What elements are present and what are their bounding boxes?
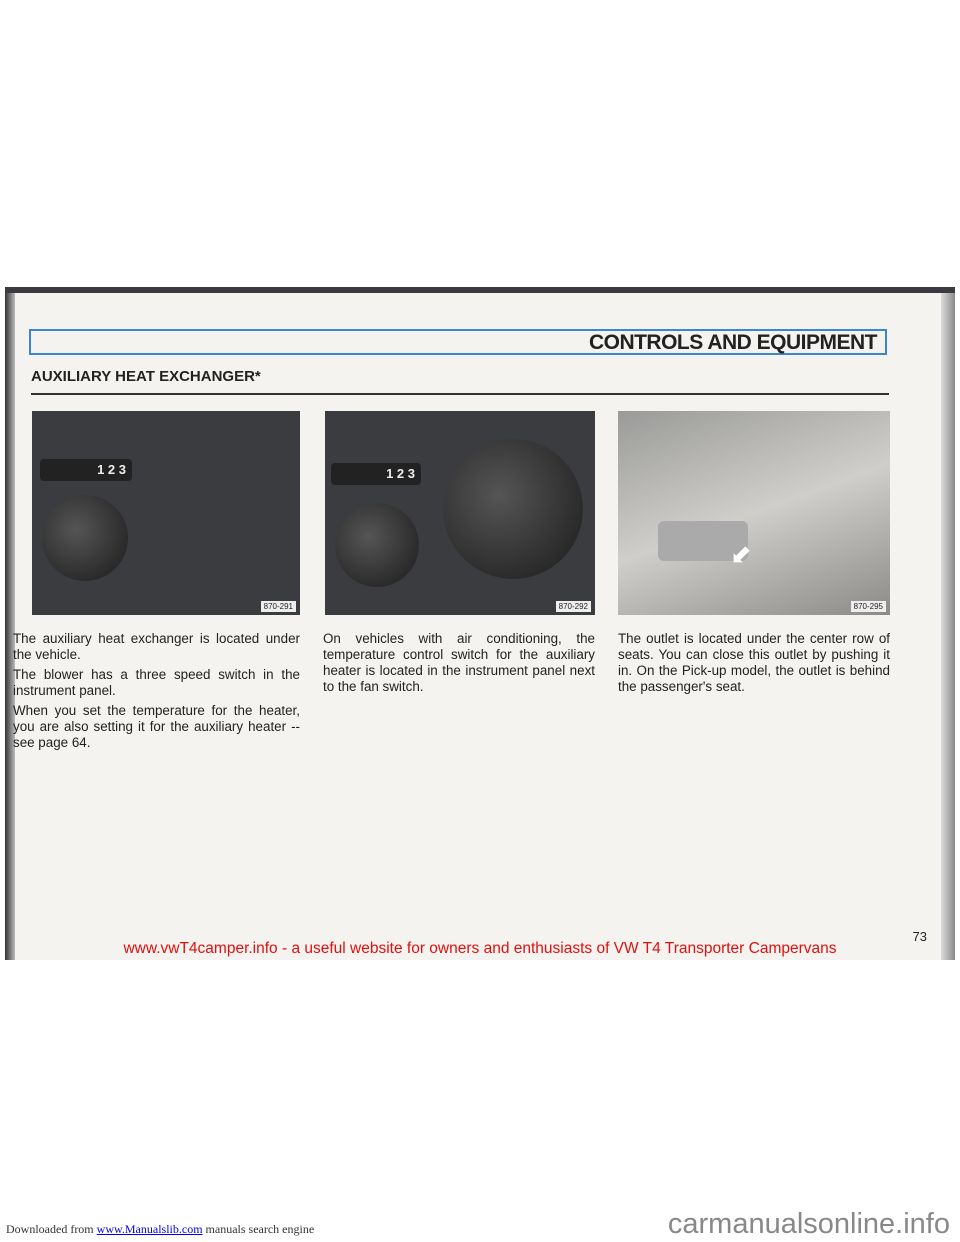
column-2	[323, 631, 595, 699]
figure-blower-switch	[32, 411, 300, 615]
manual-page	[5, 287, 955, 960]
blower-knob	[335, 503, 419, 587]
chapter-title: CONTROLS AND EQUIPMENT	[588, 331, 877, 354]
divider	[31, 393, 889, 395]
manualslib-link[interactable]: www.Manualslib.com	[96, 1222, 203, 1236]
figure-code: 870-295	[851, 601, 886, 612]
section-title: AUXILIARY HEAT EXCHANGER*	[31, 368, 261, 385]
footer-suffix: manuals search engine	[202, 1222, 315, 1236]
page-edge	[941, 293, 955, 960]
column-1	[5, 631, 300, 755]
binding-shadow	[5, 293, 15, 960]
paragraph: The auxiliary heat exchanger is located under the vehicle.	[13, 631, 300, 662]
speed-labels: 1 2 3	[40, 459, 132, 481]
paragraph: The blower has a three speed switch in the instrument panel.	[13, 667, 300, 698]
blower-knob	[42, 495, 128, 581]
footer-prefix: Downloaded from	[6, 1222, 97, 1236]
figure-code: 870-291	[261, 601, 296, 612]
figure-seat-outlet	[618, 411, 890, 615]
arrow-icon: ⬋	[730, 539, 752, 569]
footer-source	[6, 1222, 314, 1237]
speed-labels: 1 2 3	[331, 463, 421, 485]
paragraph: The outlet is located under the center row of seats. You can close this outlet by pushing it in. On the Pick-up model, the outlet is behind the passenger's seat.	[618, 631, 890, 694]
page-number: 73	[912, 929, 927, 944]
brand-watermark: carmanualsonline.info	[667, 1208, 950, 1240]
header-box	[29, 329, 887, 355]
website-banner[interactable]: www.vwT4camper.info - a useful website for owners and enthusiasts of VW T4 Transporter Campervans	[123, 940, 837, 957]
figure-ac-switch	[325, 411, 595, 615]
paragraph: On vehicles with air conditioning, the temperature control switch for the auxiliary heater is located in the instrument panel next to the fan switch.	[323, 631, 595, 694]
temperature-knob	[443, 439, 583, 579]
column-3	[618, 631, 890, 699]
figure-code: 870-292	[556, 601, 591, 612]
paragraph: When you set the temperature for the heater, you are also setting it for the auxiliary heater -- see page 64.	[13, 703, 300, 750]
